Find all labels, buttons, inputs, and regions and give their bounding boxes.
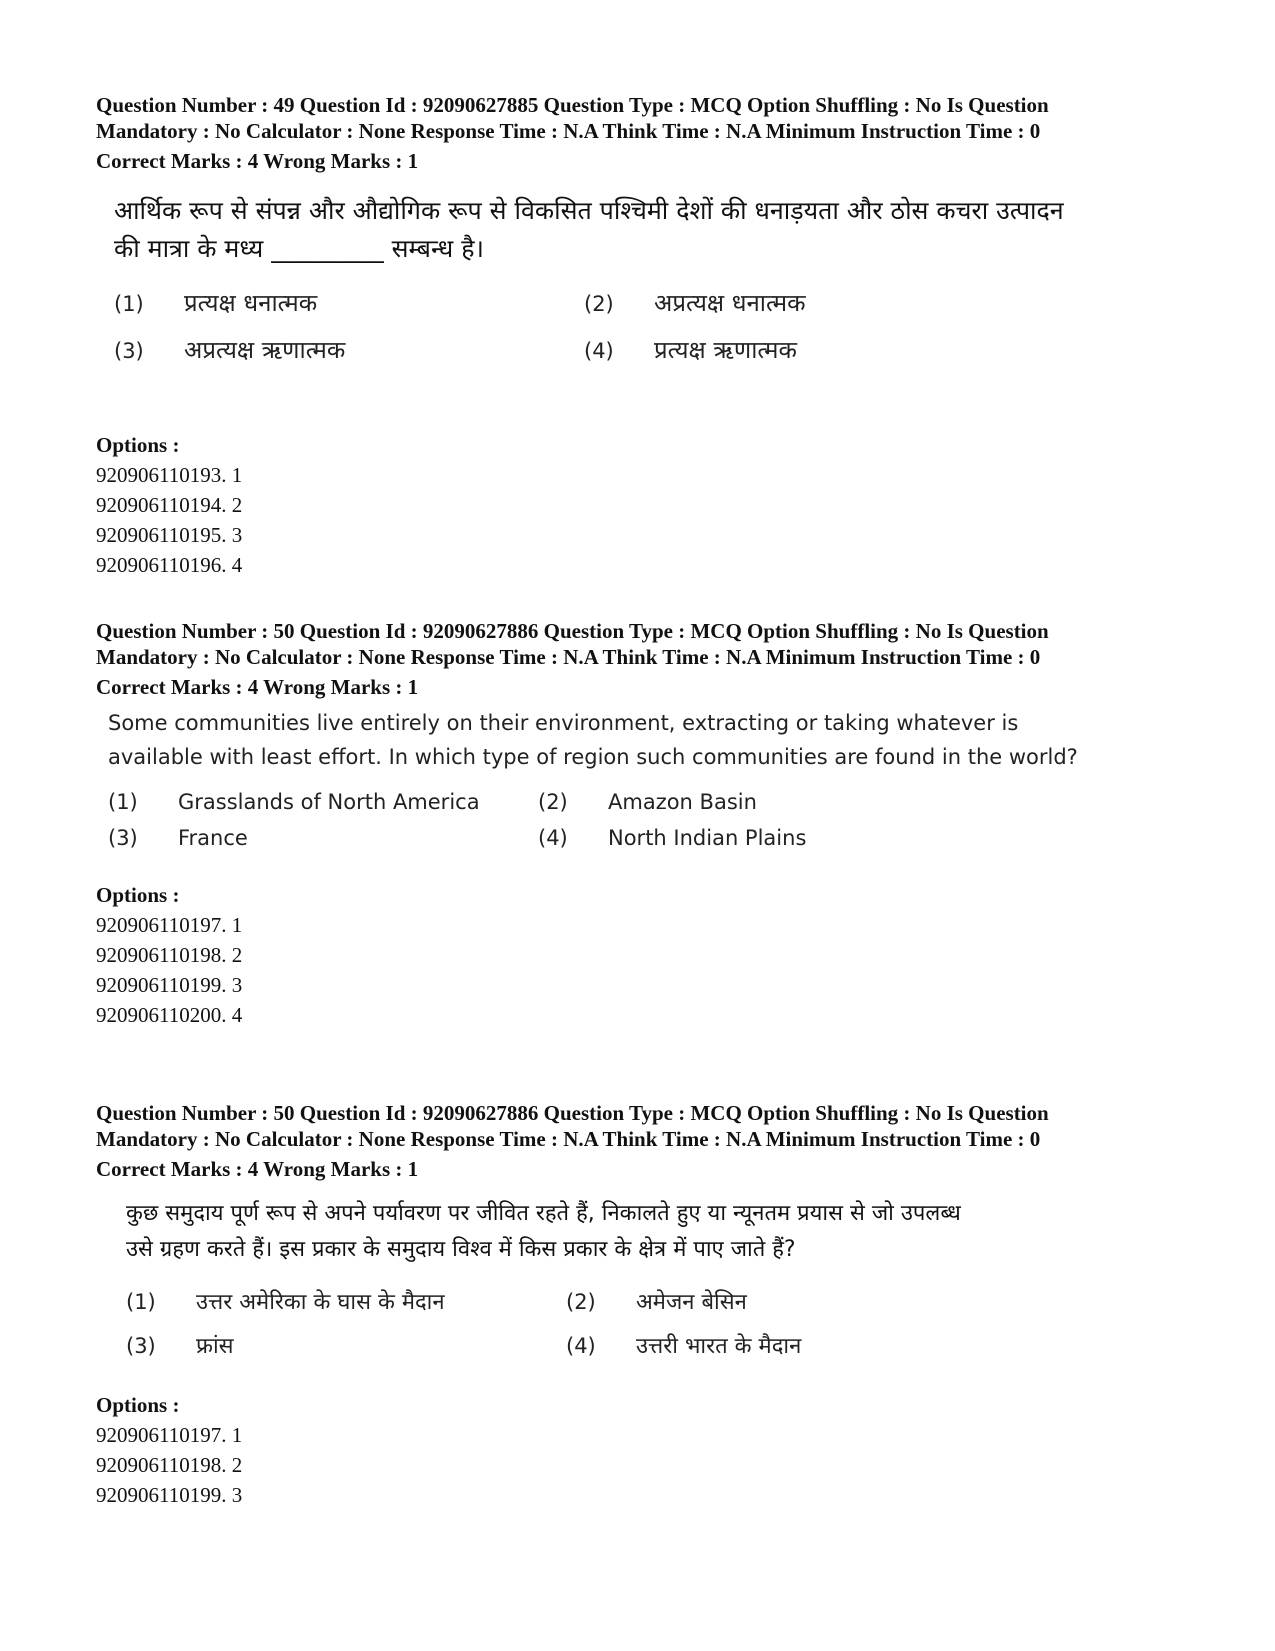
option-line: 920906110199. 3	[96, 1483, 243, 1507]
question-meta-line: Mandatory : No Calculator : None Response Time : N.A Think Time : N.A Minimum Instruction Time : 0	[96, 645, 1041, 669]
choice-item	[108, 790, 538, 814]
choice-text: France	[178, 826, 248, 850]
options-title: Options :	[96, 433, 180, 457]
option-line: 920906110193. 1	[96, 463, 243, 487]
choice-text: प्रत्यक्ष धनात्मक	[184, 289, 318, 317]
option-line: 920906110197. 1	[96, 913, 243, 937]
question-content	[108, 706, 1188, 850]
question-marks: Correct Marks : 4 Wrong Marks : 1	[96, 1157, 419, 1181]
choice-number: (1)	[108, 790, 138, 814]
choice-number: (3)	[114, 339, 144, 363]
options-list	[96, 880, 1196, 1030]
question-block	[96, 92, 1196, 580]
choice-text: अप्रत्यक्ष धनात्मक	[654, 289, 806, 317]
option-line: 920906110194. 2	[96, 493, 243, 517]
option-line: 920906110196. 4	[96, 553, 243, 577]
question-text-line: उसे ग्रहण करते हैं। इस प्रकार के समुदाय विश्व में किस प्रकार के क्षेत्र में पाए जाते हैं?	[126, 1237, 796, 1262]
option-line: 920906110200. 4	[96, 1003, 243, 1027]
question-marks: Correct Marks : 4 Wrong Marks : 1	[96, 675, 419, 699]
choice-item	[566, 1286, 1036, 1316]
question-text-line: कुछ समुदाय पूर्ण रूप से अपने पर्यावरण पर जीवित रहते हैं, निकालते हुए या न्यूनतम प्रयास से जो उपलब्ध	[126, 1201, 961, 1226]
question-text-line: Some communities live entirely on their environment, extracting or taking whatever is	[108, 711, 1019, 735]
question-text-line: available with least effort. In which type of region such communities are found in the world?	[108, 745, 1078, 769]
question-text-line: आर्थिक रूप से संपन्न और औद्योगिक रूप से विकसित पश्चिमी देशों की धनाड़यता और ठोस कचरा उत्पादन	[114, 196, 1064, 225]
question-block	[96, 1100, 1196, 1510]
options-title: Options :	[96, 1393, 180, 1417]
question-content	[126, 1196, 1206, 1360]
option-line: 920906110197. 1	[96, 1423, 243, 1447]
question-meta-line: Mandatory : No Calculator : None Response Time : N.A Think Time : N.A Minimum Instruction Time : 0	[96, 1127, 1041, 1151]
choice-text: Grasslands of North America	[178, 790, 480, 814]
choice-number: (4)	[538, 826, 568, 850]
choice-number: (2)	[566, 1290, 596, 1314]
choice-text: उत्तर अमेरिका के घास के मैदान	[196, 1290, 445, 1315]
question-text-line: की मात्रा के मध्य _________ सम्बन्ध है।	[114, 234, 484, 263]
choice-item	[114, 333, 584, 366]
options-list	[96, 1390, 1196, 1510]
choice-item	[584, 333, 1054, 366]
choice-text: अमेजन बेसिन	[636, 1290, 747, 1315]
question-block	[96, 618, 1196, 1030]
choice-number: (2)	[584, 292, 614, 316]
question-meta-line: Mandatory : No Calculator : None Response Time : N.A Think Time : N.A Minimum Instruction Time : 0	[96, 119, 1041, 143]
choice-text: Amazon Basin	[608, 790, 757, 814]
choice-item	[584, 286, 1054, 319]
option-line: 920906110199. 3	[96, 973, 243, 997]
choice-text: उत्तरी भारत के मैदान	[636, 1334, 802, 1359]
option-line: 920906110198. 2	[96, 943, 243, 967]
choice-number: (3)	[108, 826, 138, 850]
choice-item	[538, 826, 1008, 850]
choice-text: North Indian Plains	[608, 826, 807, 850]
question-meta-line: Question Number : 50 Question Id : 92090627886 Question Type : MCQ Option Shuffling : No Is Question	[96, 619, 1049, 643]
choice-number: (4)	[584, 339, 614, 363]
options-title: Options :	[96, 883, 180, 907]
choice-number: (1)	[114, 292, 144, 316]
choice-item	[126, 1286, 566, 1316]
choice-item	[114, 286, 584, 319]
choice-item	[126, 1330, 566, 1360]
choice-text: फ्रांस	[196, 1334, 234, 1359]
option-line: 920906110195. 3	[96, 523, 243, 547]
question-marks: Correct Marks : 4 Wrong Marks : 1	[96, 149, 419, 173]
choice-number: (3)	[126, 1334, 156, 1358]
choice-number: (1)	[126, 1290, 156, 1314]
choice-item	[108, 826, 538, 850]
choice-text: प्रत्यक्ष ऋणात्मक	[654, 336, 797, 364]
choice-number: (2)	[538, 790, 568, 814]
option-line: 920906110198. 2	[96, 1453, 243, 1477]
choice-number: (4)	[566, 1334, 596, 1358]
question-meta-line: Question Number : 50 Question Id : 92090627886 Question Type : MCQ Option Shuffling : No Is Question	[96, 1101, 1049, 1125]
options-list	[96, 430, 1196, 580]
choice-item	[538, 790, 1008, 814]
question-content	[114, 192, 1194, 366]
choice-text: अप्रत्यक्ष ऋणात्मक	[184, 336, 346, 364]
choice-item	[566, 1330, 1036, 1360]
question-meta-line: Question Number : 49 Question Id : 92090627885 Question Type : MCQ Option Shuffling : No Is Question	[96, 93, 1049, 117]
